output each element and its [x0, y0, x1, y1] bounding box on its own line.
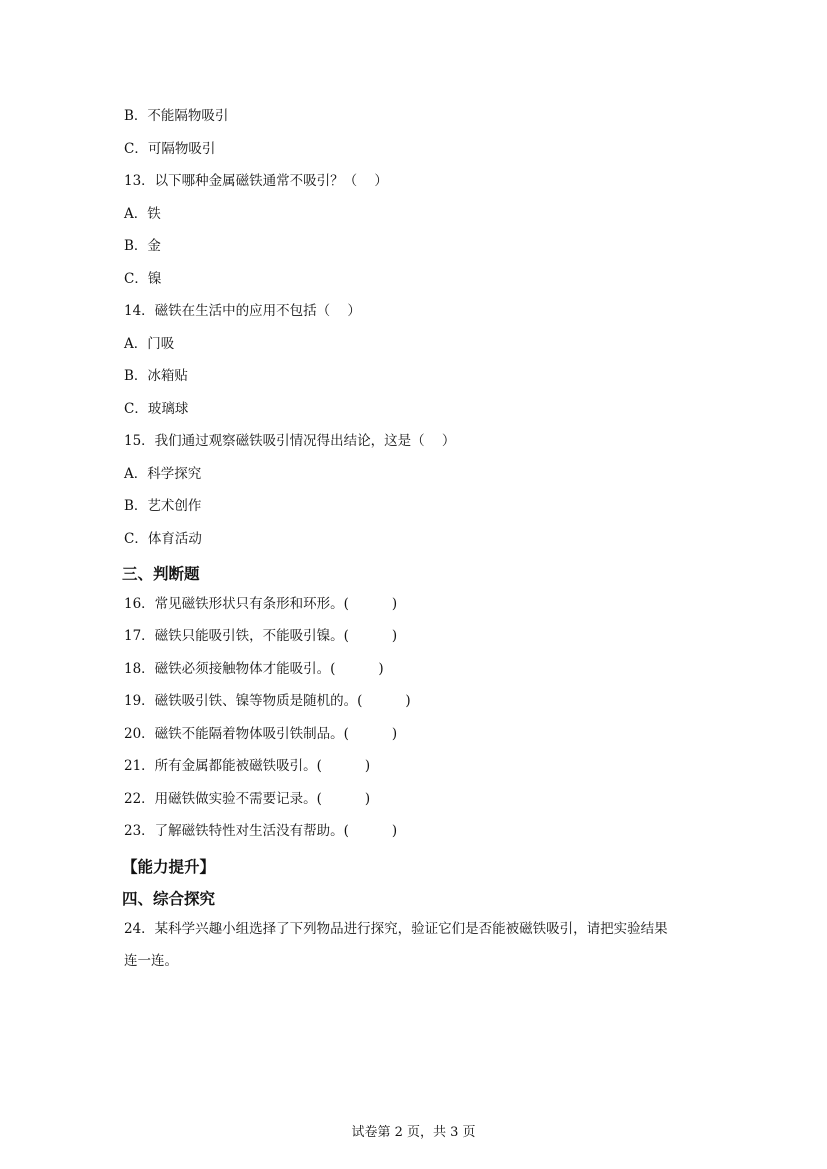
answer-option: B．不能隔物吸引 [124, 108, 229, 124]
answer-option: C．可隔物吸引 [124, 140, 216, 157]
question-text: 15．我们通过观察磁铁吸引情况得出结论，这是（ ） [124, 433, 456, 449]
question-text: 24．某科学兴趣小组选择了下列物品进行探究，验证它们是否能被磁铁吸引，请把实验结果 [124, 920, 668, 937]
answer-option: A．门吸 [124, 335, 175, 352]
answer-option: A．铁 [124, 205, 161, 222]
answer-option: C．体育活动 [124, 530, 202, 547]
answer-option: B．冰箱贴 [124, 368, 188, 384]
question-text: 17．磁铁只能吸引铁，不能吸引镍。( ) [124, 628, 398, 644]
answer-option: B．金 [124, 238, 161, 254]
section-heading: 三、判断题 [122, 565, 200, 583]
answer-option: C．镍 [124, 270, 162, 287]
question-text: 19．磁铁吸引铁、镍等物质是随机的。( ) [124, 693, 411, 709]
question-text: 22．用磁铁做实验不需要记录。( ) [124, 790, 371, 807]
question-text: 18．磁铁必须接触物体才能吸引。( ) [124, 660, 384, 677]
question-text: 20．磁铁不能隔着物体吸引铁制品。( ) [124, 725, 398, 742]
answer-option: C．玻璃球 [124, 400, 189, 417]
question-text: 13．以下哪种金属磁铁通常不吸引？（ ） [124, 173, 388, 189]
question-text: 连一连。 [124, 953, 178, 969]
document-body [124, 104, 724, 982]
question-text: 23．了解磁铁特性对生活没有帮助。( ) [124, 823, 398, 839]
page-footer: 试卷第 2 页，共 3 页 [351, 1125, 476, 1140]
question-text: 14．磁铁在生活中的应用不包括（ ） [124, 303, 361, 319]
question-text: 16．常见磁铁形状只有条形和环形。( ) [124, 595, 398, 612]
section-heading: 四、综合探究 [122, 890, 216, 908]
section-heading: 【能力提升】 [122, 857, 216, 876]
answer-option: B．艺术创作 [124, 498, 202, 514]
question-text: 21．所有金属都能被磁铁吸引。( ) [124, 758, 371, 774]
answer-option: A．科学探究 [124, 465, 202, 482]
